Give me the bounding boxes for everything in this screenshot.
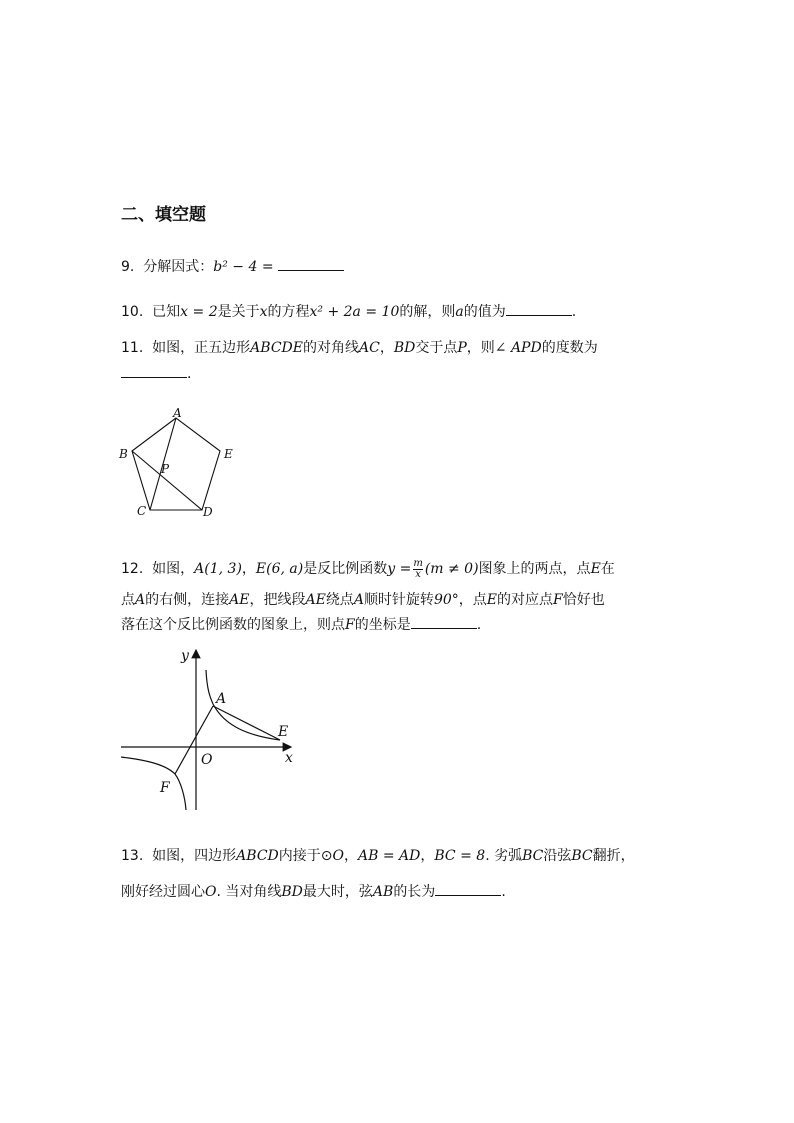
question-11 [121, 339, 598, 357]
q12-math: F [345, 617, 355, 633]
q12-text: 落在这个反比例函数的图象上，则点 [121, 617, 345, 633]
q10-text: 的值为 [463, 304, 506, 320]
q13-math: BC = 8 [434, 848, 486, 864]
q11-math: AC [359, 340, 380, 356]
section-title: 二、填空题 [121, 205, 206, 225]
q13-math: BC [522, 848, 544, 864]
q13-text: ， [344, 848, 358, 864]
q11-text: ， [379, 340, 394, 356]
coordinate-figure [115, 642, 305, 814]
q12-condition: (m ≠ 0) [424, 561, 479, 577]
question-9 [121, 257, 344, 276]
q10-number: 10. [121, 304, 144, 320]
q12-fraction-numerator: m [413, 557, 423, 569]
label-o: O [201, 752, 213, 768]
q13-text: ， [420, 848, 435, 864]
q10-text: 是关于 [217, 304, 260, 320]
q11-text: 如图，正五边形 [152, 340, 251, 356]
q13-math: AB [372, 884, 394, 900]
q11-text: 交于点 [415, 340, 458, 356]
label-f: F [160, 780, 170, 796]
label-y: y [181, 648, 189, 664]
question-12 [121, 558, 615, 580]
q11-number: 11. [121, 340, 144, 356]
label-e: E [278, 724, 289, 740]
question-11-line2 [121, 364, 191, 383]
q13-text: 最大时，弦 [302, 884, 373, 900]
q9-expression: b² − 4 = [213, 259, 274, 275]
q10-math: x [259, 304, 268, 320]
q12-text: 图象上的两点，点 [478, 561, 591, 577]
label-p: P [161, 462, 170, 476]
q12-text: 如图， [152, 561, 195, 577]
q11-math: P [457, 340, 467, 356]
q13-text: . 劣弧 [485, 848, 523, 864]
q13-period: . [501, 884, 506, 900]
q13-text: 沿弦 [543, 848, 572, 864]
q12-fraction-denominator: x [415, 568, 421, 580]
q10-text: 的方程 [267, 304, 310, 320]
label-e: E [224, 447, 233, 461]
q11-text: ，则 [466, 340, 495, 356]
q11-text: 的对角线 [303, 340, 359, 356]
q13-math: BC [571, 848, 593, 864]
q12-function-y: y = [387, 561, 412, 577]
q11-period: . [187, 366, 192, 382]
q11-math: BD [393, 340, 416, 356]
pentagon-figure [110, 400, 250, 525]
q10-math: x = 2 [180, 304, 218, 320]
q10-equation: x² + 2a = 10 [309, 304, 400, 320]
q13-text: 内接于 [278, 848, 321, 864]
q13-answer-blank[interactable] [435, 882, 501, 896]
q12-math: A [353, 592, 364, 608]
q13-math: ABCD [236, 848, 279, 864]
q12-math: A [135, 592, 146, 608]
q12-text: ，点 [458, 592, 487, 608]
q13-number: 13. [121, 848, 144, 864]
question-12-line3 [121, 615, 481, 634]
label-x: x [285, 750, 293, 766]
question-10 [121, 302, 576, 321]
q12-text: 绕点 [325, 592, 354, 608]
q11-math: ABCDE [250, 340, 303, 356]
q10-period: . [571, 304, 577, 320]
q13-math: AB = AD [358, 848, 421, 864]
q9-number: 9. [121, 259, 135, 275]
q12-text: ， [241, 561, 256, 577]
q13-text: 如图，四边形 [152, 848, 237, 864]
question-13 [121, 847, 635, 865]
q12-text: 的坐标是 [354, 617, 411, 633]
q11-angle: ∠ APD [494, 340, 542, 356]
label-c: C [137, 504, 147, 518]
q12-point-e: E(6, a) [255, 561, 304, 577]
label-b: B [119, 447, 128, 461]
segment-ae [213, 706, 280, 740]
question-13-line2 [121, 882, 506, 901]
q13-text: . 当对角线 [216, 884, 282, 900]
q12-math: E [590, 561, 601, 577]
q12-text: 在 [600, 561, 615, 577]
q12-math: E [486, 592, 497, 608]
q10-answer-blank[interactable] [506, 302, 572, 316]
q10-text: 已知 [152, 304, 181, 320]
q9-answer-blank[interactable] [278, 257, 344, 271]
pentagon-outline [132, 418, 220, 510]
q9-text: 分解因式： [143, 259, 214, 275]
question-12-line2 [121, 591, 605, 609]
diagonal-bd [132, 451, 202, 510]
q13-math: O [332, 848, 344, 864]
label-a: A [216, 691, 227, 707]
q13-math: O [205, 884, 217, 900]
q12-point-a: A(1, 3) [194, 561, 242, 577]
q12-text: 的对应点 [497, 592, 553, 608]
q12-fraction [413, 559, 422, 580]
label-a: A [173, 406, 182, 420]
q12-math: AE [229, 592, 250, 608]
q12-period: . [476, 617, 482, 633]
q12-text: 是反比例函数 [303, 561, 388, 577]
q13-math: BD [281, 884, 303, 900]
q13-text: 刚好经过圆心 [121, 884, 205, 900]
q10-text: 的解，则 [399, 304, 456, 320]
q12-text: 恰好也 [562, 592, 605, 608]
q13-text: 翻折， [592, 848, 635, 864]
q11-answer-blank[interactable] [121, 364, 187, 378]
q12-answer-blank[interactable] [411, 615, 477, 629]
q12-math: F [553, 592, 563, 608]
q11-text: 的度数为 [541, 340, 598, 356]
hyperbola-branch-2 [121, 757, 186, 810]
label-d: D [203, 505, 213, 519]
q12-number: 12. [121, 561, 144, 577]
q12-text: 点 [121, 592, 135, 608]
q12-text: 顺时针旋转 [363, 592, 434, 608]
q12-math: AE [305, 592, 326, 608]
q10-math: a [455, 304, 464, 320]
q12-text: 的右侧，连接 [145, 592, 230, 608]
q12-text: ，把线段 [249, 592, 306, 608]
circle-symbol-icon: ⊙ [320, 848, 333, 864]
q12-angle: 90° [433, 592, 459, 608]
q13-text: 的长为 [393, 884, 436, 900]
